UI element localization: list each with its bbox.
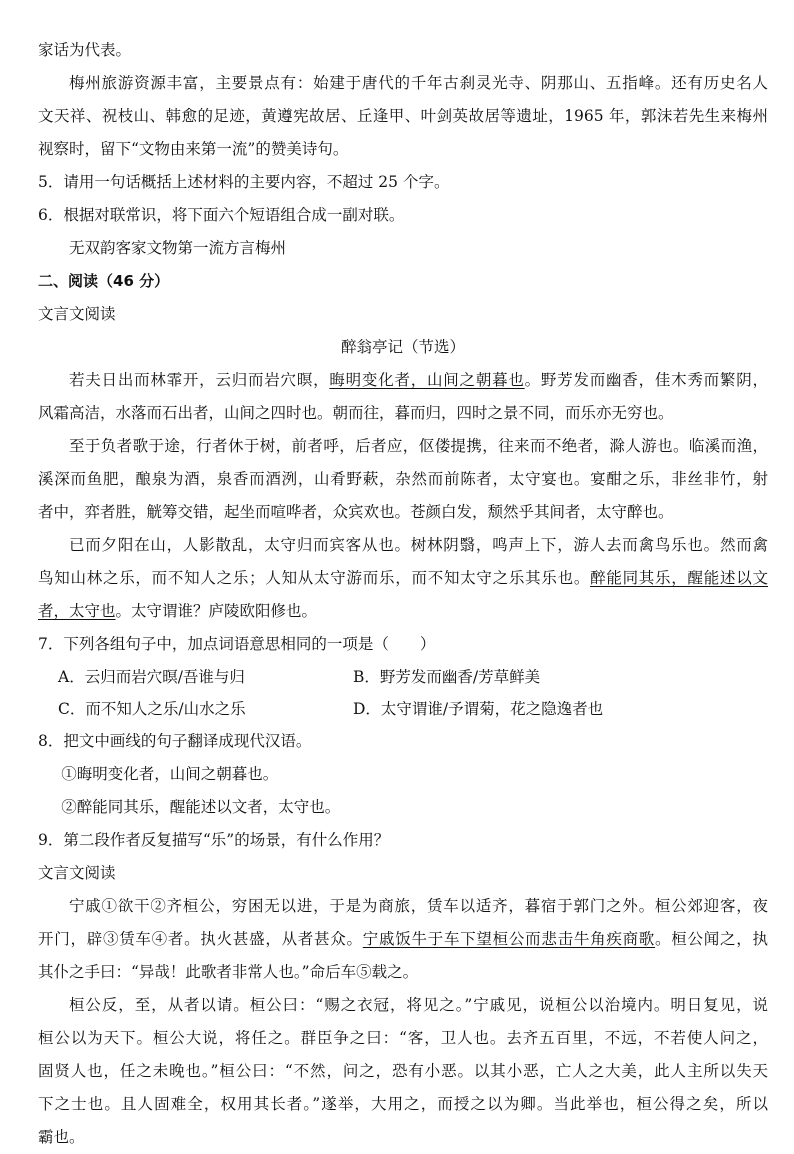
option-d: D．太守谓谁/予谓菊，花之隐逸者也 bbox=[353, 700, 604, 718]
passage-line: 桓公以为天下。桓公大说，将任之。群臣争之曰：“客，卫人也。去齐五百里，不远，不若使人问之， bbox=[38, 1029, 768, 1047]
passage-line: 霸也。 bbox=[38, 1128, 85, 1146]
passage-line: 至于负者歌于途，行者休于树，前者呼，后者应，伛偻提携，往来而不绝者，滁人游也。临溪而渔， bbox=[69, 437, 768, 455]
question-7-options bbox=[38, 661, 768, 725]
passage-line: 者，太守也。太守谓谁？庐陵欧阳修也。 bbox=[38, 602, 318, 620]
option-b: B．野芳发而幽香/芳草鲜美 bbox=[353, 668, 541, 686]
question-7: 7．下列各组句子中，加点词语意思相同的一项是（ ） bbox=[38, 635, 436, 653]
underlined-sentence: 醉能同其乐，醒能述以文 bbox=[590, 569, 768, 587]
passage-title: 醉翁亭记（节选） bbox=[340, 338, 465, 356]
passage-line: 若夫日出而林霏开，云归而岩穴暝，晦明变化者，山间之朝暮也。野芳发而幽香，佳木秀而繁阴， bbox=[69, 371, 768, 389]
translation-item-1: ①晦明变化者，山间之朝暮也。 bbox=[61, 765, 279, 783]
section-heading: 二、阅读（46 分） bbox=[38, 272, 170, 290]
underlined-sentence: 宁戚饭牛于车下望桓公而悲击牛角疾商歌 bbox=[362, 930, 656, 948]
passage-line: 桓公反，至，从者以请。桓公曰：“赐之衣冠，将见之。”宁戚见，说桓公以治境内。明日复见，说 bbox=[69, 996, 768, 1014]
passage-line: 开门，辟③赁车④者。执火甚盛，从者甚众。宁戚饭牛于车下望桓公而悲击牛角疾商歌。桓公闻之，执 bbox=[38, 930, 768, 948]
passage-line: 者中，弈者胜，觥筹交错，起坐而喧哗者，众宾欢也。苍颜白发，颓然乎其间者，太守醉也。 bbox=[38, 503, 674, 521]
question-6: 6．根据对联常识，将下面六个短语组合成一副对联。 bbox=[38, 206, 405, 224]
subsection-heading: 文言文阅读 bbox=[38, 864, 116, 882]
passage-line: 宁戚①欲干②齐桓公，穷困无以进，于是为商旅，赁车以适齐，暮宿于郭门之外。桓公郊迎客，夜 bbox=[69, 897, 768, 915]
text-line: 家话为代表。 bbox=[38, 41, 132, 59]
text-line: 视察时，留下“文物由来第一流”的赞美诗句。 bbox=[38, 140, 349, 158]
passage-line: 鸟知山林之乐，而不知人之乐；人知从太守游而乐，而不知太守之乐其乐也。醉能同其乐，醒能述以文 bbox=[38, 569, 768, 587]
passage-line: 固贤人也，任之未晚也。”桓公曰：“不然，问之，恐有小恶。以其小恶，亡人之大美，此人主所以失天 bbox=[38, 1062, 768, 1080]
translation-item-2: ②醉能同其乐，醒能述以文者，太守也。 bbox=[61, 798, 341, 816]
paragraph-meizhou: 梅州旅游资源丰富，主要景点有：始建于唐代的千年古刹灵光寺、阴那山、五指峰。还有历史名人 bbox=[69, 74, 768, 92]
text-line: 文天祥、祝枝山、韩愈的足迹，黄遵宪故居、丘逢甲、叶剑英故居等遗址，1965 年，郭沫若先生来梅州 bbox=[38, 107, 768, 125]
passage-line: 风霜高洁，水落而石出者，山间之四时也。朝而往，暮而归，四时之景不同，而乐亦无穷也。 bbox=[38, 404, 674, 422]
passage-line: 溪深而鱼肥，酿泉为酒，泉香而酒洌，山肴野蔌，杂然而前陈者，太守宴也。宴酣之乐，非丝非竹，射 bbox=[38, 470, 768, 488]
underlined-sentence: 者，太守也 bbox=[38, 602, 116, 620]
passage-line: 下之士也。且人固难全，权用其长者。”遂举，大用之，而授之以为卿。当此举也，桓公得之矣，所以 bbox=[38, 1095, 768, 1113]
question-8: 8．把文中画线的句子翻译成现代汉语。 bbox=[38, 732, 312, 750]
underlined-sentence: 晦明变化者，山间之朝暮也 bbox=[329, 371, 525, 389]
couplet-phrases: 无双韵客家文物第一流方言梅州 bbox=[69, 239, 287, 257]
option-a: A．云归而岩穴暝/吾谁与归 bbox=[58, 668, 245, 686]
passage-line: 其仆之手曰：“异哉！此歌者非常人也。”命后车⑤载之。 bbox=[38, 963, 419, 981]
question-5: 5．请用一句话概括上述材料的主要内容，不超过 25 个字。 bbox=[38, 173, 450, 191]
document-page bbox=[38, 34, 768, 1154]
option-c: C．而不知人之乐/山水之乐 bbox=[58, 700, 246, 718]
passage-line: 已而夕阳在山，人影散乱，太守归而宾客从也。树林阴翳，鸣声上下，游人去而禽鸟乐也。然而禽 bbox=[69, 536, 768, 554]
subsection-heading: 文言文阅读 bbox=[38, 305, 116, 323]
question-9: 9．第二段作者反复描写“乐”的场景，有什么作用？ bbox=[38, 831, 390, 849]
